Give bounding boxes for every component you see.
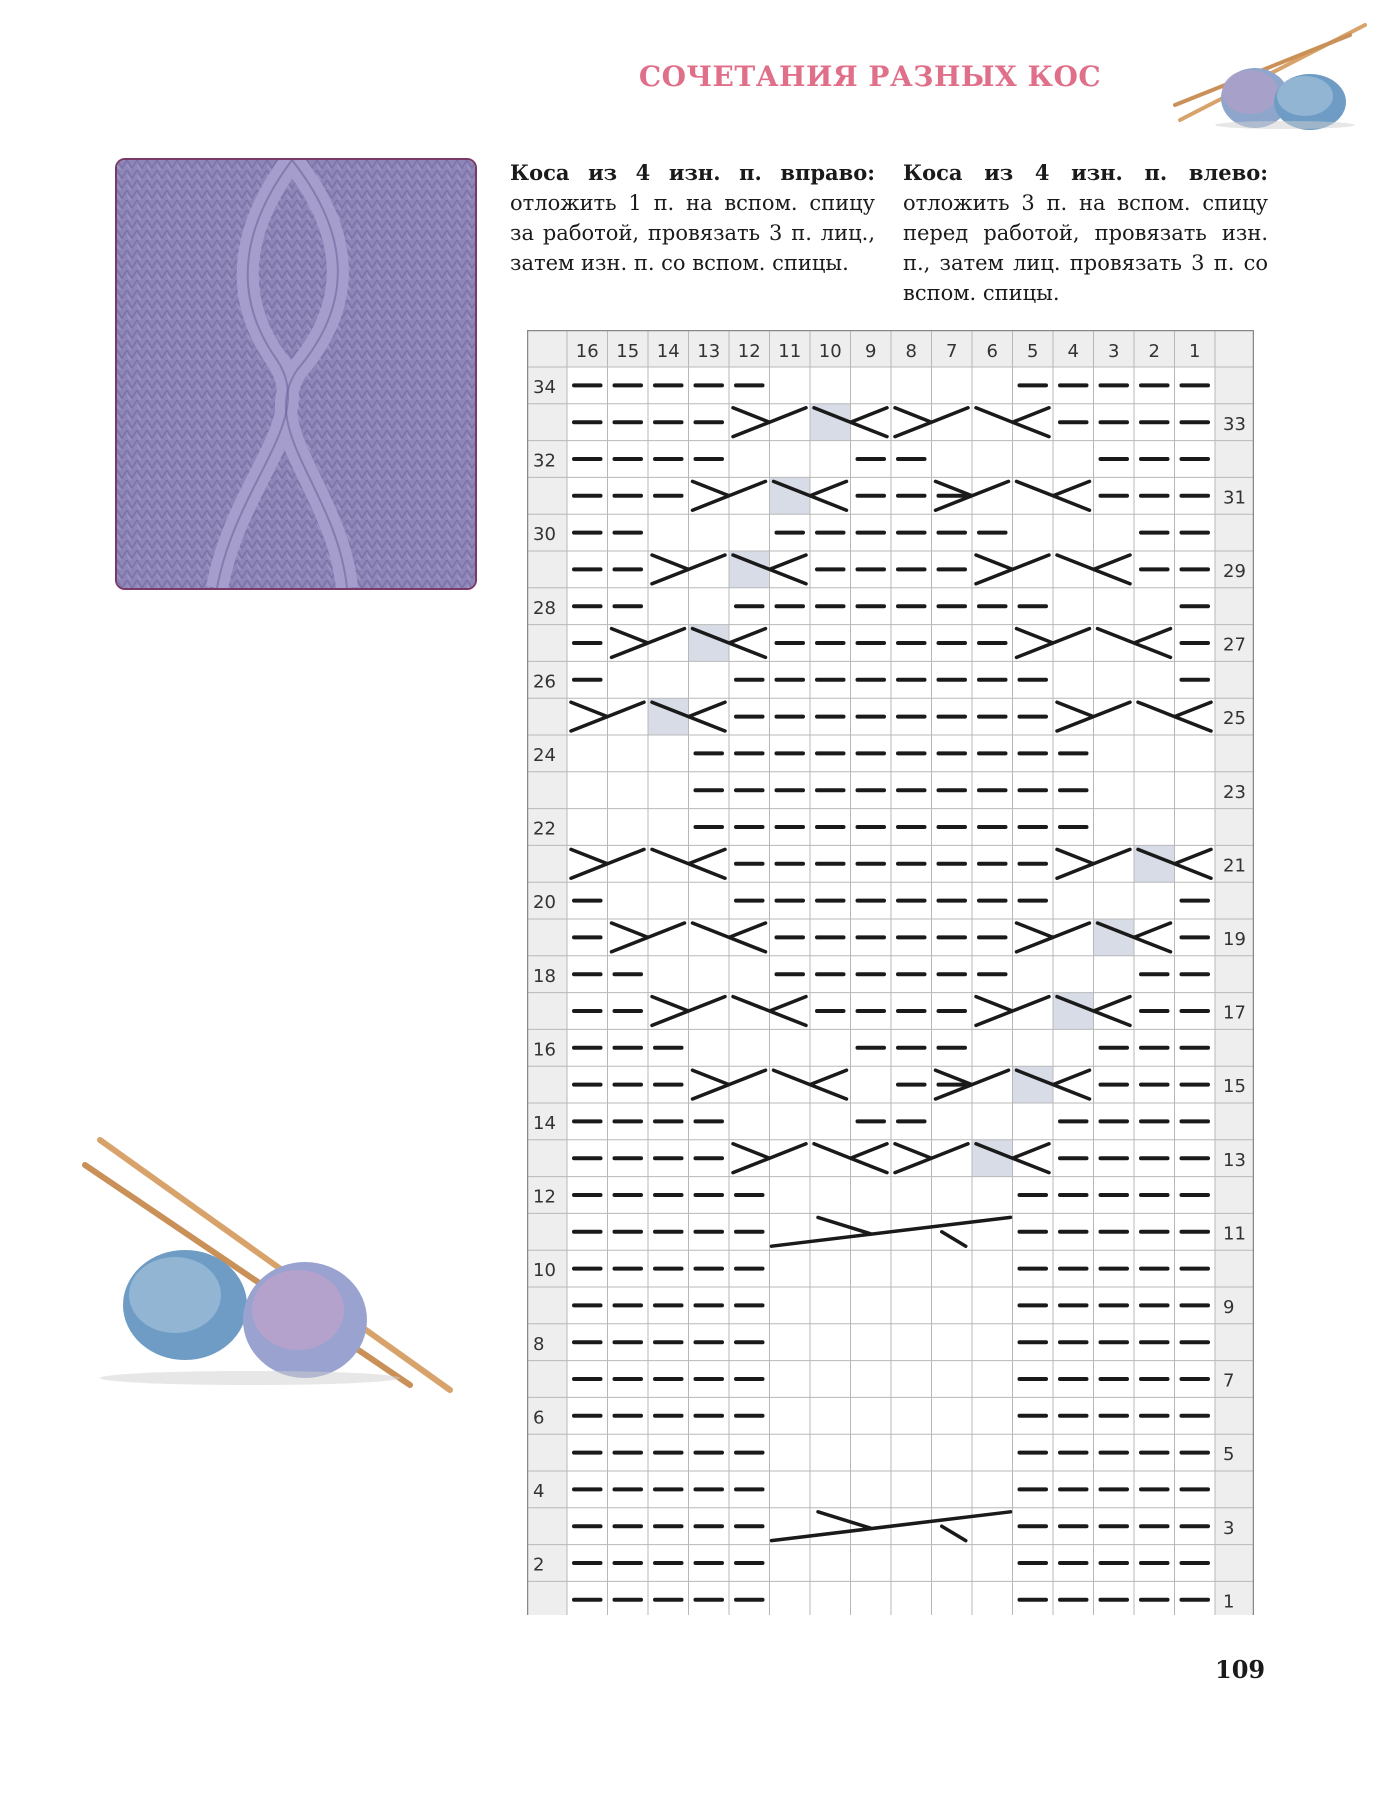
section-title: СОЧЕТАНИЯ РАЗНЫХ КОС	[638, 60, 1102, 93]
row-number: 16	[533, 1039, 556, 1061]
cable-right-description	[510, 158, 875, 278]
row-number: 26	[533, 671, 556, 693]
cable-left-description	[903, 158, 1268, 308]
knitting-chart	[527, 330, 1254, 1615]
row-number: 6	[533, 1407, 545, 1429]
page-number: 109	[1215, 1655, 1266, 1684]
stitch-number: 3	[1108, 341, 1120, 362]
row-number: 11	[1223, 1223, 1246, 1245]
stitch-number: 10	[818, 341, 842, 362]
stitch-number: 8	[905, 341, 917, 362]
row-number: 17	[1223, 1002, 1246, 1024]
yarn-needles-image-bottom	[80, 1120, 460, 1400]
stitch-number: 11	[778, 341, 802, 362]
stitch-number: 1	[1189, 341, 1201, 362]
stitch-number: 2	[1148, 341, 1160, 362]
row-number: 28	[533, 597, 556, 619]
row-number: 18	[533, 965, 556, 987]
row-number: 14	[533, 1113, 556, 1134]
stitch-number: 4	[1067, 341, 1079, 362]
stitch-number: 6	[986, 341, 998, 362]
row-number: 4	[533, 1481, 545, 1502]
row-number: 12	[533, 1186, 556, 1208]
row-number: 1	[1223, 1591, 1235, 1613]
row-number: 25	[1223, 708, 1246, 730]
row-number: 2	[533, 1554, 545, 1576]
stitch-number: 9	[865, 341, 877, 362]
row-number: 7	[1223, 1370, 1235, 1392]
cable-right-text: отложить 1 п. на вспом. спицу за работой, провязать 3 п. лиц., затем изн. п. со вспом. спицы.	[510, 191, 875, 275]
stitch-number: 16	[575, 341, 599, 362]
stitch-number: 7	[946, 341, 958, 362]
row-number: 29	[1223, 561, 1246, 582]
row-number: 20	[533, 892, 556, 914]
cable-left-text: отложить 3 п. на вспом. спицу перед работой, провязать изн. п., затем лиц. провязать 3 п. со вспом. спицы.	[903, 191, 1268, 305]
cable-left-heading: Коса из 4 изн. п. влево:	[903, 160, 1268, 185]
row-number: 13	[1223, 1149, 1246, 1171]
row-number: 15	[1223, 1076, 1246, 1098]
cable-swatch-photo	[115, 158, 477, 590]
row-number: 27	[1223, 634, 1246, 656]
row-label-column-right	[1215, 330, 1254, 1615]
row-number: 22	[533, 818, 556, 840]
row-number: 3	[1223, 1517, 1235, 1539]
row-number: 24	[533, 745, 556, 766]
row-number: 33	[1223, 413, 1246, 435]
row-number: 23	[1223, 781, 1246, 803]
stitch-number: 13	[697, 341, 721, 362]
cable-right-heading: Коса из 4 изн. п. вправо:	[510, 160, 875, 185]
yarn-needles-image-top	[1170, 20, 1370, 130]
row-number: 8	[533, 1333, 545, 1355]
stitch-number: 15	[616, 341, 640, 362]
stitch-number: 12	[737, 341, 761, 362]
row-number: 19	[1223, 929, 1246, 950]
row-number: 32	[533, 450, 556, 472]
row-number: 34	[533, 377, 556, 398]
row-number: 9	[1223, 1297, 1235, 1318]
row-number: 21	[1223, 855, 1246, 877]
stitch-number: 5	[1027, 341, 1039, 362]
row-number: 31	[1223, 487, 1246, 509]
stitch-number: 14	[656, 341, 680, 362]
row-number: 5	[1223, 1444, 1235, 1466]
row-number: 10	[533, 1260, 556, 1282]
row-number: 30	[533, 524, 556, 546]
